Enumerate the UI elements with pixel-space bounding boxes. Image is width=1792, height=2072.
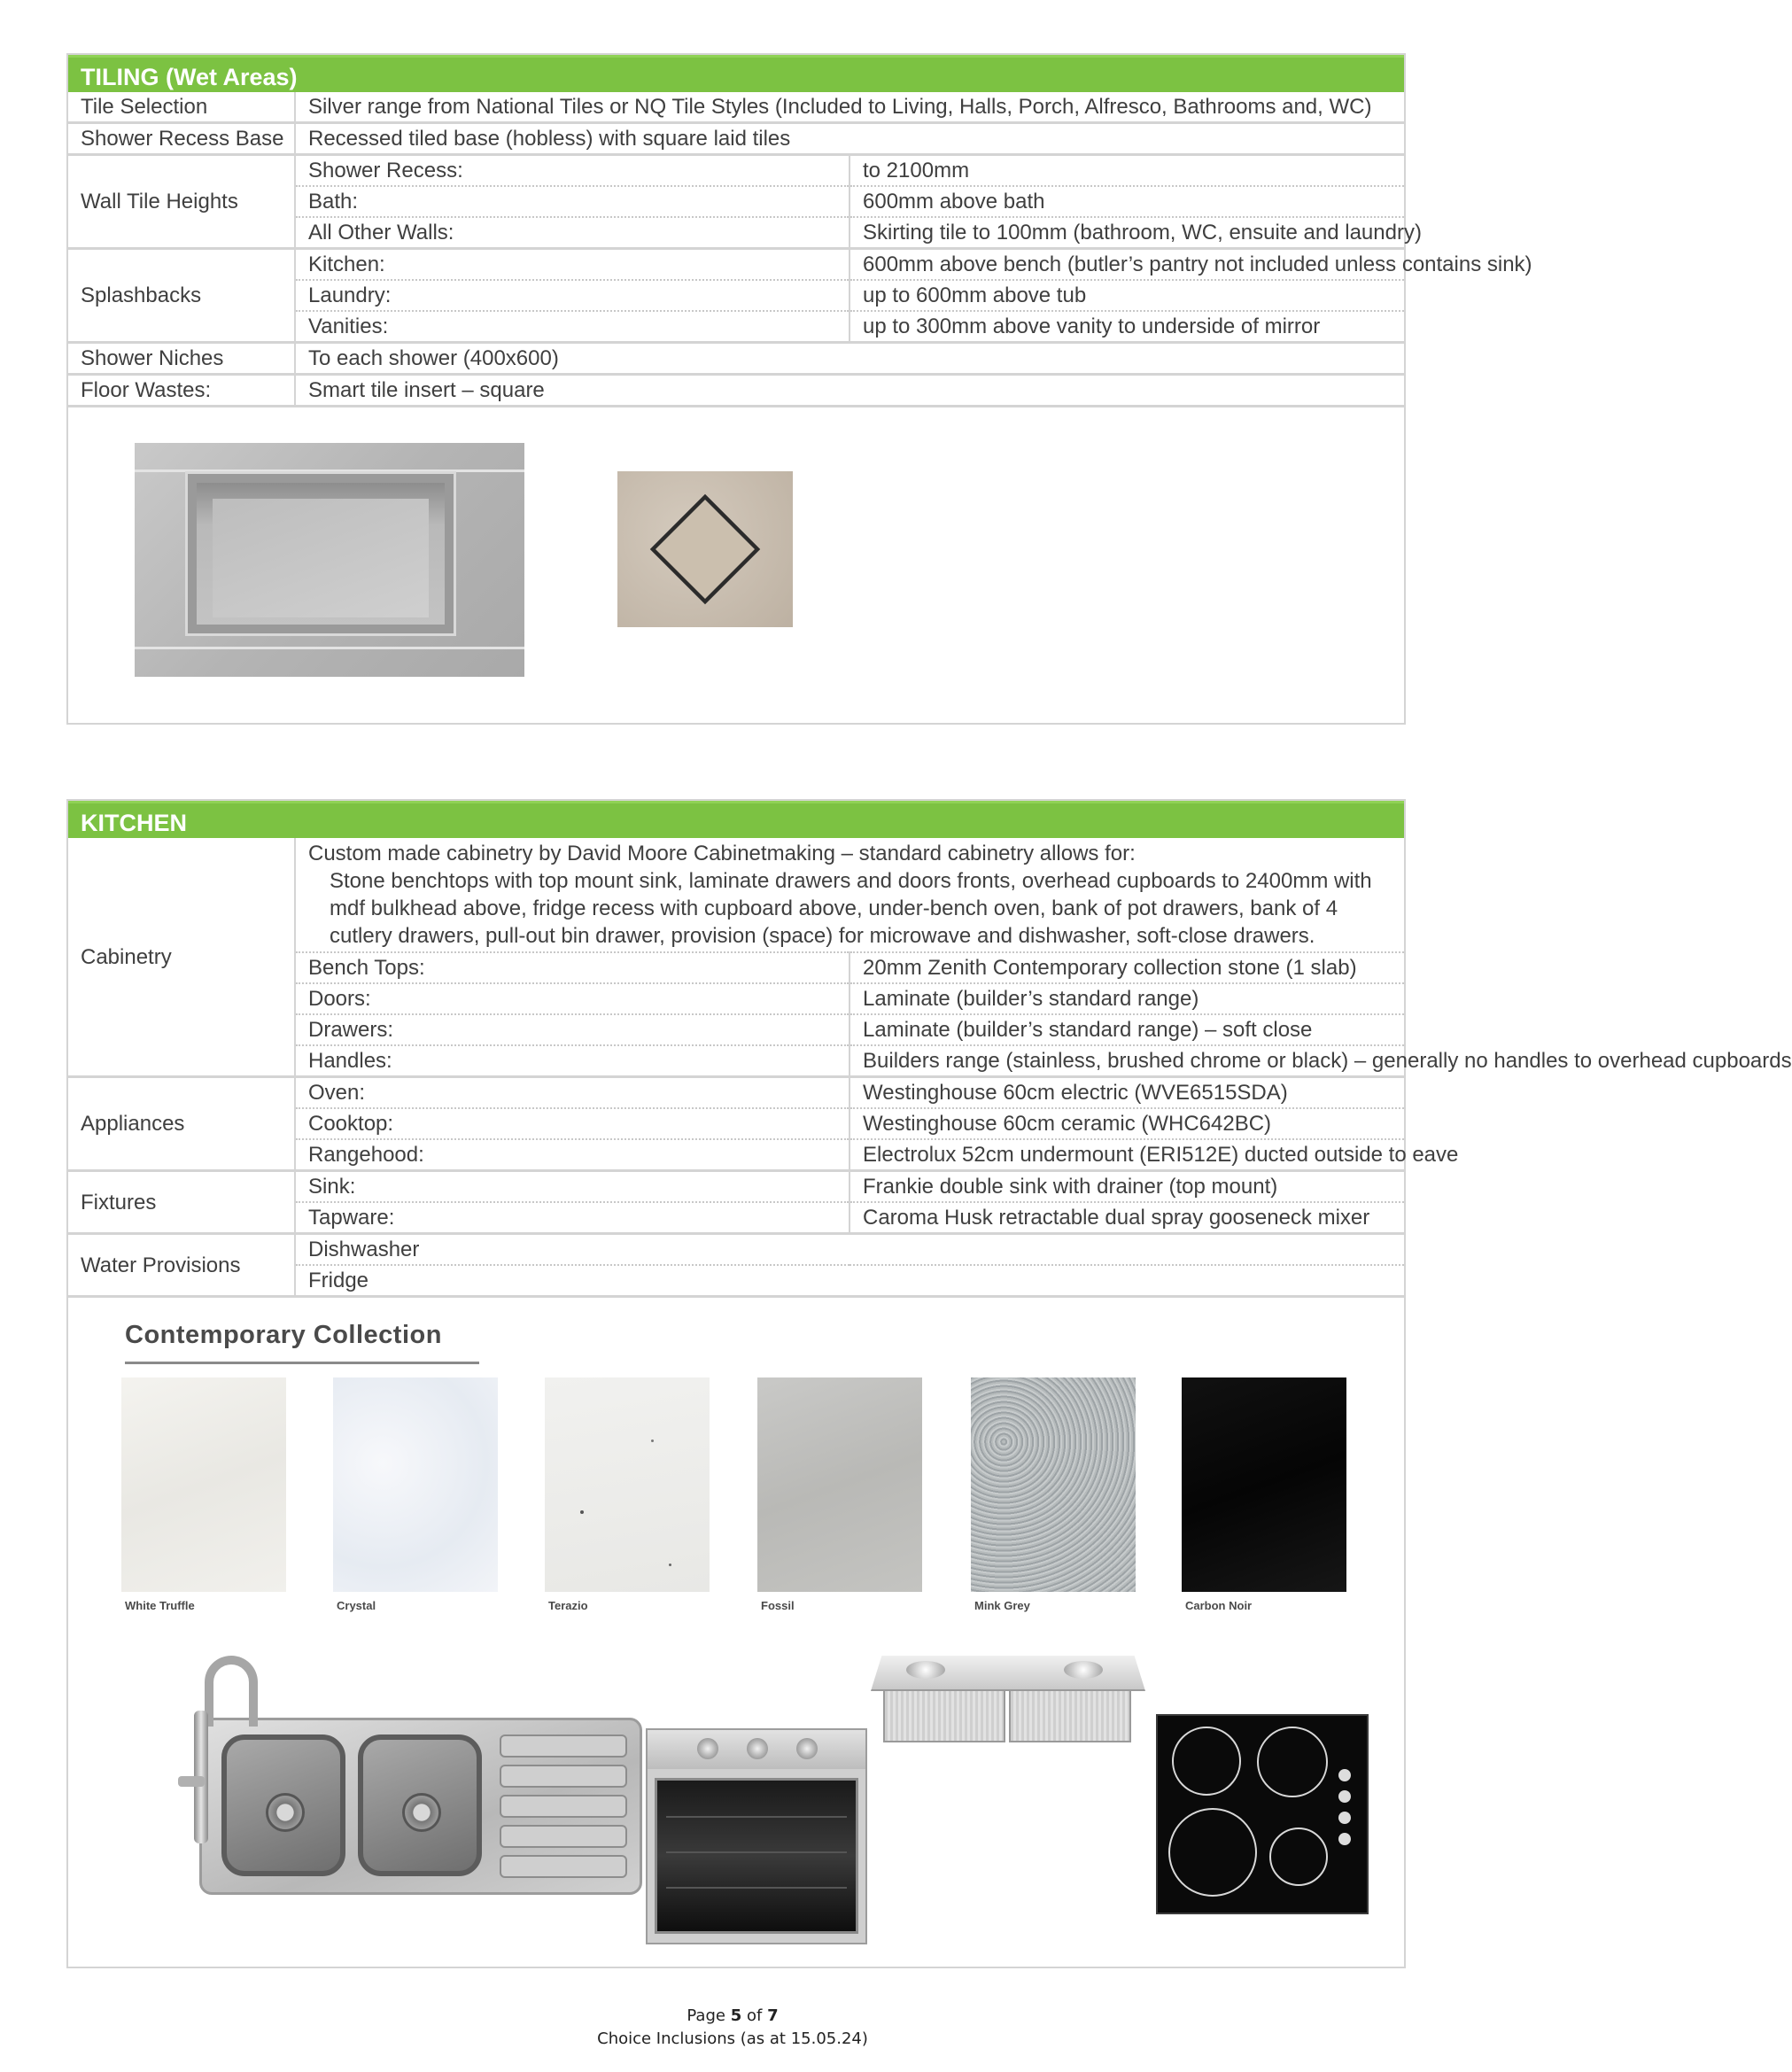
water-provisions-label: Water Provisions [68,1234,295,1297]
appliance-sub-value: Westinghouse 60cm ceramic (WHC642BC) [849,1108,1404,1139]
splash-sub-value: up to 600mm above tub [849,280,1404,311]
fixtures-label: Fixtures [68,1171,295,1234]
splashbacks-label: Splashbacks [68,249,295,343]
kitchen-header: KITCHEN [68,801,1404,838]
appliance-sub-label: Cooktop: [295,1108,849,1139]
swatch-label: Mink Grey [974,1599,1030,1612]
page-current: 5 [730,2006,742,2025]
cabinetry-sub-label: Bench Tops: [295,952,849,983]
fixture-sub-label: Sink: [295,1171,849,1203]
water-provision-item: Fridge [295,1265,1404,1297]
tiling-table [68,92,1532,407]
swatch-label: Fossil [761,1599,795,1612]
cabinetry-sub-value: Laminate (builder’s standard range) – soft close [849,1014,1404,1045]
page-number [0,2006,1465,2025]
cooktop-image [1156,1714,1369,1914]
cabinetry-sub-label: Doors: [295,983,849,1014]
fixture-sub-label: Tapware: [295,1202,849,1234]
tiling-section [66,53,1532,725]
table-row [68,375,1404,407]
table-row [68,838,1404,952]
cabinetry-label: Cabinetry [68,838,295,1077]
swatch-label: Terazio [548,1599,588,1612]
of-word: of [746,2006,763,2025]
appliance-sub-label: Rangehood: [295,1139,849,1171]
tile-selection-label: Tile Selection [68,92,295,123]
cabinetry-sub-label: Handles: [295,1045,849,1077]
fixture-sub-value: Caroma Husk retractable dual spray gooseneck mixer [849,1202,1404,1234]
swatch-carbon-noir [1182,1377,1346,1592]
tiling-header: TILING (Wet Areas) [68,55,1404,92]
appliance-sub-label: Oven: [295,1077,849,1109]
document-title: Choice Inclusions (as at 15.05.24) [597,2029,868,2048]
splash-sub-label: Vanities: [295,311,849,343]
wall-sub-value: to 2100mm [849,155,1404,187]
cabinetry-description [295,838,1404,952]
table-row [68,343,1404,375]
table-row [68,155,1404,187]
cabinetry-intro: Custom made cabinetry by David Moore Cabinetmaking – standard cabinetry allows for: [308,842,1136,865]
swatch-crystal [333,1377,498,1592]
shower-base-label: Shower Recess Base [68,123,295,155]
wall-sub-label: Bath: [295,186,849,217]
water-provision-item: Dishwasher [295,1234,1404,1266]
splash-sub-value: 600mm above bench (butler’s pantry not included unless contains sink) [849,249,1404,281]
shower-niche-image [135,443,524,677]
wall-sub-value: 600mm above bath [849,186,1404,217]
table-row [68,1234,1404,1266]
appliance-sub-value: Westinghouse 60cm electric (WVE6515SDA) [849,1077,1404,1109]
page-word: Page [687,2006,725,2025]
tapware-image [178,1643,249,1856]
cabinetry-sub-label: Drawers: [295,1014,849,1045]
splash-sub-value: up to 300mm above vanity to underside of mirror [849,311,1404,343]
niches-label: Shower Niches [68,343,295,375]
sink-image [160,1643,603,1888]
rangehood-image [871,1656,1145,1746]
cabinetry-detail: Stone benchtops with top mount sink, laminate drawers and doors fronts, overhead cupboards to 2400mm with mdf bulkhead above, fridge recess with cupboard above, under-bench oven, bank of pot drawers, bank of 4 cutlery drawers, pull-out bin drawer, provision (space) for microwave and dishwasher, soft-close drawers. [330,869,1372,948]
swatch-terazio [545,1377,710,1592]
floor-waste-image [617,471,793,627]
swatch-label: Crystal [337,1599,376,1612]
table-row [68,123,1404,155]
appliances-label: Appliances [68,1077,295,1171]
table-row [68,1077,1404,1109]
shower-base-value: Recessed tiled base (hobless) with square laid tiles [295,123,1404,155]
collection-title: Contemporary Collection [125,1321,442,1349]
swatch-white-truffle [121,1377,286,1592]
kitchen-section [66,799,1792,1968]
swatch-fossil [757,1377,922,1592]
splash-sub-label: Laundry: [295,280,849,311]
splash-sub-label: Kitchen: [295,249,849,281]
cabinetry-sub-value: Builders range (stainless, brushed chrome or black) – generally no handles to overhead cupboards [849,1045,1404,1077]
kitchen-table [68,838,1792,1298]
oven-image [646,1728,867,1944]
wall-sub-label: All Other Walls: [295,217,849,249]
cabinetry-sub-value: 20mm Zenith Contemporary collection stone (1 slab) [849,952,1404,983]
collection-underline [125,1362,479,1364]
table-row [68,92,1404,123]
wall-sub-label: Shower Recess: [295,155,849,187]
wastes-value: Smart tile insert – square [295,375,1404,407]
wastes-label: Floor Wastes: [68,375,295,407]
cabinetry-sub-value: Laminate (builder’s standard range) [849,983,1404,1014]
tile-selection-value: Silver range from National Tiles or NQ Tile Styles (Included to Living, Halls, Porch, Alfresco, Bathrooms and, WC) [295,92,1404,123]
niches-value: To each shower (400x600) [295,343,1404,375]
table-row [68,1171,1404,1203]
fixture-sub-value: Frankie double sink with drainer (top mount) [849,1171,1404,1203]
table-row [68,249,1404,281]
appliance-sub-value: Electrolux 52cm undermount (ERI512E) ducted outside to eave [849,1139,1404,1171]
wall-sub-value: Skirting tile to 100mm (bathroom, WC, ensuite and laundry) [849,217,1404,249]
swatch-mink-grey [971,1377,1136,1592]
swatch-label: White Truffle [125,1599,195,1612]
wall-heights-label: Wall Tile Heights [68,155,295,249]
swatch-label: Carbon Noir [1185,1599,1253,1612]
page-total: 7 [767,2006,779,2025]
